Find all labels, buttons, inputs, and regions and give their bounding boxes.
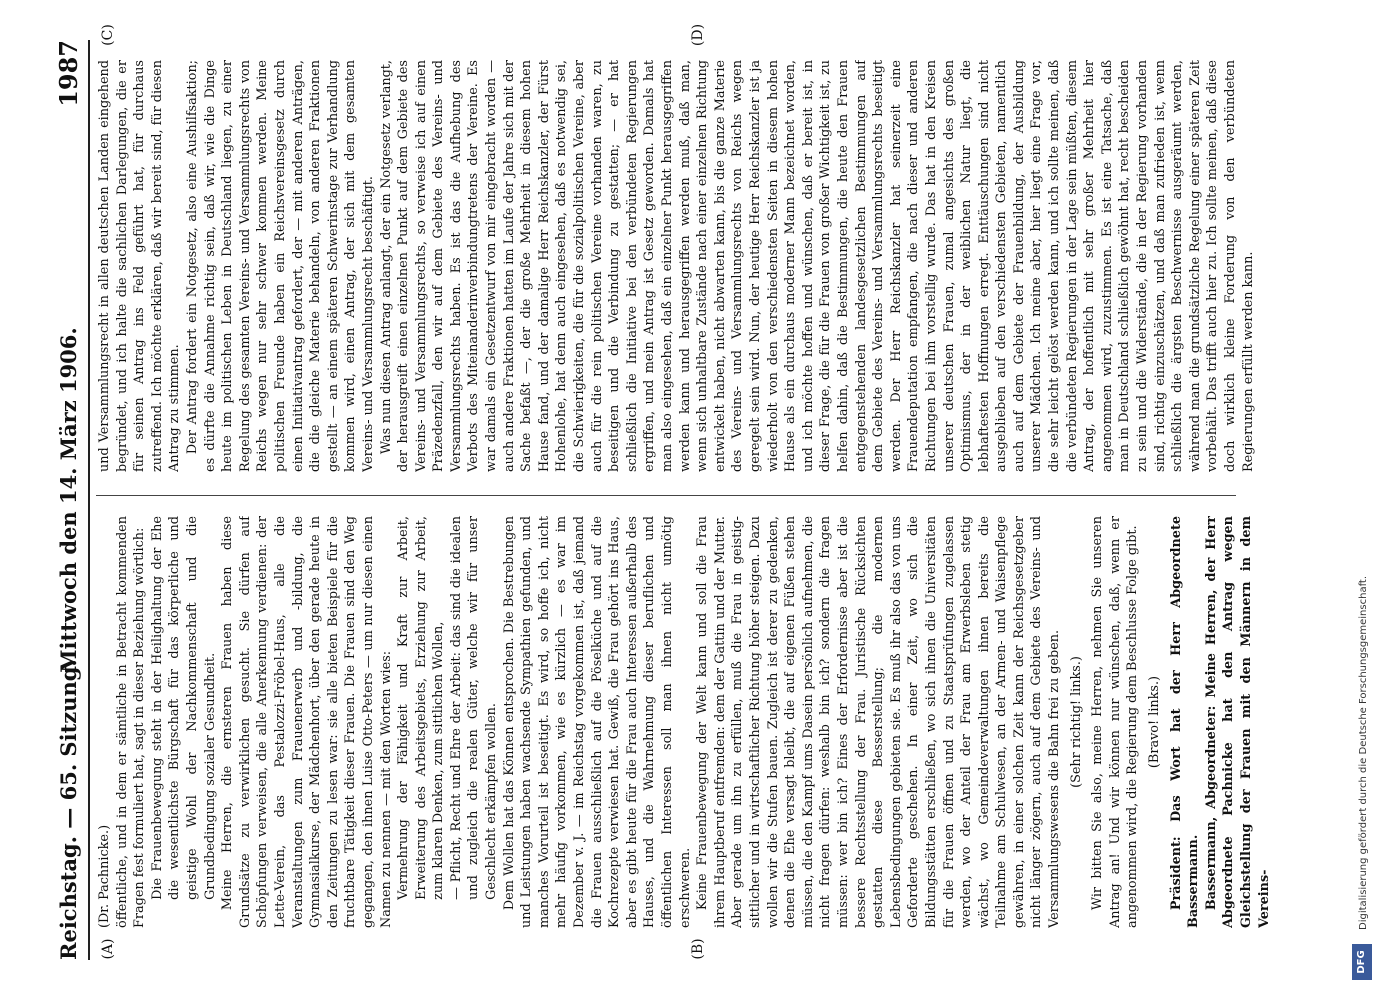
header-session: Reichstag. — 65. Sitzung. xyxy=(56,659,81,960)
paragraph: Meine Herren, die ernsteren Frauen haben diese Grundsätze zu verwirklichen gesucht. Sie dürfen auf Schöpfungen verweisen, die alle Anerkennung verdienen: der Lette-Verein, das Pestalozzi-Fröbel-Haus, alle die Veranstaltungen zum Frauenerwerb und -bildung, die Gymnasialkurse, der Mädchenhort, über den gerade heute in den Zeitungen zu lesen war: sie alle bieten Beispiele für die fruchtbare Tätigkeit dieser Frauen. Die Frauen sind den Weg gegangen, den ihnen Luise Otto-Peters — um nur diesen einen Namen zu nennen — mit den Worten wies: xyxy=(220,516,394,928)
margin-marker-a: (A) xyxy=(100,938,116,960)
paragraph: und Versammlungsrecht in allen deutschen Landen eingehend begründet, und ich halte die sachlichen Darlegungen, die er für seinen Antrag ins Feld geführt hat, für durchaus zutreffend. Ich möchte erklären, daß wir bereit sind, für diesen Antrag zu stimmen. xyxy=(97,60,183,472)
margin-marker-b: (B) xyxy=(690,938,706,960)
paragraph: Keine Frauenbewegung der Welt kann und soll die Frau ihrem Hauptberuf entfremden: dem der Gattin und der Mutter. Aber gerade um ihn zu erfüllen, muß die Frau in geistig-sittlicher und in wirtschaftlicher Richtung höher steigen. Dazu wollen wir die Stufen bauen. Zugleich ist derer zu gedenken, denen die Ehe versagt bleibt, die auf eigenen Füßen stehen müssen, die den Kampf ums Dasein persönlich aufnehmen, die nicht fragen dürfen: weshalb bin ich? sondern die fragen müssen: wer bin ich? Eines der Erfordernisse aber ist die bessere Rechtsstellung der Frau. Juristische Rücksichten gestatten diese Besserstellung; die modernen Lebensbedingungen gebieten sie. Es muß ihr also das von uns Geforderte geschehen. In einer Zeit, wo sich die Bildungsstätten erschließen, wo sich ihnen die Universitäten für die Frauen öffnen und zu Staatsprüfungen zugelassen werden, wo der Anteil der Frau am Erwerbsleben stetig wächst, wo Gemeindeverwaltungen ihnen bereits die Teilnahme am Schulwesen, an der Armen- und Waisenpflege gewähren, in einer solchen Zeit kann der Reichsgesetzgeber nicht länger zögern, auch auf dem Gebiete des Vereins- und Versammlungswesens die Bahn frei zu geben. xyxy=(695,516,1063,928)
dfg-logo: DFG xyxy=(1352,944,1372,980)
quotation: Die Frauenbewegung steht in der Heilighaltung der Ehe die wesentlichste Bürgschaft für das körperliche und geistige Wohl der Nachkommenschaft und die Grundbedingung sozialer Gesundheit. xyxy=(149,516,218,900)
header-rule xyxy=(88,40,90,960)
margin-marker-d: (D) xyxy=(690,23,706,47)
paragraph: Der Antrag fordert ein Notgesetz, also eine Aushilfsaktion; es dürfte die Annahme richtig sein, daß wir, wie die Dinge heute im politischen Leben in Deutschland liegen, zu einer Regelung des gesamten Vereins- und Versammlungsrechts von Reichs wegen nur sehr schwer kommen werden. Meine politischen Freunde haben ein Reichsvereinsgesetz durch einen Initiativantrag gefordert, der — mit anderen Anträgen, die die gleiche Materie behandeln, von anderen Fraktionen gestellt — an einem späteren Schwerinstage zur Verhandlung kommen wird, einen Antrag, der sich mit dem gesamten Vereins- und Versammlungsrecht beschäftigt. xyxy=(184,60,376,472)
president-remark: Präsident: Das Wort hat der Herr Abgeordnete Bassermann. xyxy=(1168,516,1202,928)
column-divider xyxy=(96,495,1236,496)
interjection: (Sehr richtig! links.) xyxy=(1068,656,1084,788)
right-column xyxy=(96,60,1316,472)
paragraph: öffentliche, und in dem er sämtliche in Betracht kommenden Fragen fest formuliert hat, sagt in dieser Beziehung wörtlich: xyxy=(114,516,148,928)
quotation: — Pflicht, Recht und Ehre der Arbeit: das sind die idealen und zugleich die realen Güter, welche wir für unser Geschlecht erkämpfen wollen. xyxy=(448,516,500,900)
paragraph: Was nun diesen Antrag anlangt, der ein Notgesetz verlangt, der herausgreift einen einzelnen Punkt auf dem Gebiete des Vereins- und Versammlungsrechts, so verweise ich auf einen Präzedenzfall, den wir auf dem Gebiete des Vereins- und Versammlungsrechts haben. Es ist das die Aufhebung des Verbots des Miteinanderinverbindungtretens der Vereine. Es war damals ein Gesetzentwurf von mir eingebracht worden — auch andere Fraktionen hatten im Laufe der Jahre sich mit der Sache befaßt —, der die große Mehrheit in diesem hohen Hause fand, und der damalige Herr Reichskanzler, der Fürst Hohenlohe, hat denn auch eingesehen, daß es notwendig sei, die Schwierigkeiten, die für die sozialpolitischen Vereine, aber auch für die rein politischen Vereine vorhanden waren, zu beseitigen und die Verbindung zu gestatten; — er hat schließlich die Initiative bei den verbündeten Regierungen ergriffen, und mein Antrag ist Gesetz geworden. Damals hat man also eingesehen, daß ein einzelner Punkt herausgegriffen werden kann und herausgegriffen werden muß, daß man, wenn sich unhaltbare Zustände nach einer einzelnen Richtung entwickelt haben, nicht abwarten kann, bis die ganze Materie des Vereins- und Versammlungsrechts von Reichs wegen geregelt sein wird. Nun, der heutige Herr Reichskanzler ist ja wiederholt von den verschiedensten Seiten in diesem hohen Hause als ein durchaus moderner Mann bezeichnet worden, und ich möchte hoffen und wünschen, daß er bereit ist, in dieser Frage, die für die Frauen von großer Wichtigkeit ist, zu helfen dahin, daß die Bestimmungen, die heute den Frauen entgegenstehenden landesgesetzlichen Bestimmungen auf dem Gebiete des Vereins- und Versammlungsrechts beseitigt werden. Der Herr Reichskanzler hat seinerzeit eine Frauendeputation empfangen, die nach dieser und anderen Richtungen bei ihm vorstellig wurde. Das hat in den Kreisen unserer deutschen Frauen, zumal angesichts des großen Optimismus, der in der weiblichen Natur liegt, die lebhaftesten Hoffnungen erregt. Enttäuschungen sind nicht ausgeblieben auf den verschiedensten Gebieten, namentlich auch auf dem Gebiete der Frauenbildung, der Ausbildung unserer Mädchen. Ich meine aber, hier liegt eine Frage vor, die sehr leicht gelöst werden kann, und ich sollte meinen, daß die verbündeten Regierungen in der Lage sein müßten, diesem Antrag, der hoffentlich mit sehr großer Mehrheit hier angenommen wird, zuzustimmen. Es ist eine Tatsache, daß man in Deutschland schließlich gewöhnt hat, recht bescheiden zu sein und die Widerstände, die in der Regierung vorhanden sind, richtig einzuschätzen, und daß man zufrieden ist, wenn schließlich die ärgsten Beschwernisse ausgeräumt werden, während man die grundsätzliche Regelung einer späteren Zeit vorbehält. Das trifft auch hier zu. Ich sollte meinen, daß diese doch wirklich kleine Forderung von den verbündeten Regierungen erfüllt werden kann. xyxy=(378,60,1256,472)
margin-marker-c: (C) xyxy=(100,24,116,46)
paragraph: Dem Wollen hat das Können entsprochen. Die Bestrebungen und Leistungen haben wachsende Sympathien gefunden, und manches Vorurteil ist beseitigt. Es wird, so hoffe ich, nicht mehr häufig vorkommen, wie es kürzlich — es war im Dezember v. J. — im Reichstag vorgekommen ist, daß jemand die Frauen ausschließlich auf die Pöselküche und auf die Kochrezepte verwiesen hat. Gewiß, die Frau gehört ins Haus, aber es gibt heute für die Frau auch Interessen außerhalb des Hauses, und die Wahrnehmung dieser beruflichen und öffentlichen Interessen soll man ihnen nicht unnötig erschweren. xyxy=(501,516,693,928)
speaker-continued: (Dr. Pachnicke.) xyxy=(97,824,112,928)
page-header xyxy=(50,40,100,960)
header-date: Mittwoch den 14. März 1906. xyxy=(56,327,81,673)
quotation: Vermehrung der Fähigkeit und Kraft zur Arbeit, Erweiterung des Arbeitsgebiets, Erziehung zur Arbeit, zum klaren Denken, zum sittlichen Wollen, xyxy=(396,516,447,900)
interjection: (Bravo! links.) xyxy=(1147,675,1163,769)
speaker-bassermann: Bassermann, Abgeordneter: Meine Herren, der Herr Abgeordnete Pachnicke hat den Antrag wegen Gleichstellung der Frauen mit den Männern in dem Vereins- xyxy=(1203,516,1272,928)
digitization-note: Digitalisierung gefördert durch die Deutsche Forschungsgemeinschaft. xyxy=(1358,575,1369,930)
page-number: 1987 xyxy=(54,40,83,107)
paragraph: Wir bitten Sie also, meine Herren, nehmen Sie unseren Antrag an! Und wir können nur wünschen, daß, wenn er angenommen wird, die Regierung dem Beschlusse Folge gibt. xyxy=(1090,516,1141,928)
left-column xyxy=(96,516,1316,928)
